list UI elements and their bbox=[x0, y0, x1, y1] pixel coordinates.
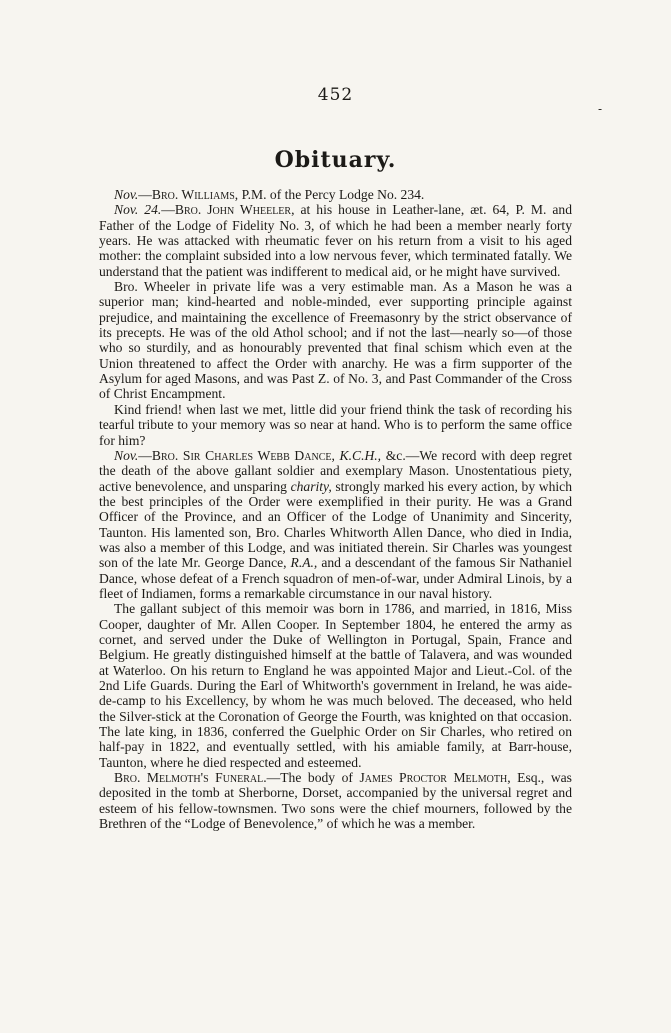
entry-dance-para-2: The gallant subject of this memoir was born in 1786, and married, in 1816, Miss Cooper, daughter of Mr. Allen Cooper. In September 1804, he entered the army as cornet, and served under the Duke of Wellington in Portugal, Spain, France and Belgium. He greatly distinguished himself at the battle of Talavera, and was wounded at Waterloo. On his return to England he was appointed Major and Lieut.-Col. of the 2nd Life Guards. During the Earl of Whitworth's government in Ireland, he was aide-de-camp to his Excellency, by whom he was much beloved. The deceased, who held the Silver-stick at the Coronation of George the Fourth, was knighted on that occasion. The late king, in 1836, conferred the Guelphic Order on Sir Charles, who retired on half-pay in 1822, and eventually settled, with his amiable family, at Barr-house, Taunton, where he died respected and esteemed. bbox=[99, 601, 572, 770]
entry-date: Nov. bbox=[114, 447, 139, 463]
entry-name: —Bro. Williams, bbox=[138, 187, 239, 202]
obituary-body bbox=[99, 187, 572, 831]
entry-title: K.C.H., bbox=[334, 447, 382, 463]
entry-name: Bro. Melmoth's Funeral. bbox=[114, 770, 267, 786]
entry-person: James Proctor Melmoth, bbox=[359, 770, 511, 786]
entry-emphasis: charity, bbox=[290, 478, 332, 494]
entry-text: —The body of bbox=[266, 770, 360, 786]
entry-text: strongly marked his every action, by which the best principles of the Order were exemplified in their purity. He was a Grand Officer of the Province, and an Officer of the Lodge of Unanimity and Sincerity, Taunton. His lamented son, Bro. Charles Whitworth Allen Dance, who died in India, was also a member of this Lodge, and was initiated therein. Sir Charles was youngest son of the late Mr. George Dance, bbox=[99, 478, 572, 571]
entry-date: Nov. bbox=[114, 187, 139, 202]
entry-wheeler-para-3: Kind friend! when last we met, little did your friend think the task of recording his tearful tribute to your memory was so near at hand. Who is to perform the same office for him? bbox=[99, 401, 572, 448]
entry-name: —Bro. Sir Charles Webb Dance, bbox=[138, 447, 335, 463]
corner-mark: - bbox=[598, 102, 603, 116]
entry-name: —Bro. John Wheeler, bbox=[161, 202, 295, 218]
section-heading: Obituary. bbox=[274, 147, 397, 173]
entry-wheeler-para-2: Bro. Wheeler in private life was a very estimable man. As a Mason he was a superior man; kind-hearted and noble-minded, ever supporting principle against prejudice, and maintaining the excellence of Freemasonry by the strict observance of its precepts. He was of the old Athol school; and if not the last—nearly so—of those who so sturdily, and as honourably prevented that final schism which even at the Union threatened to affect the Order with anarchy. He was a firm supporter of the Asylum for aged Masons, and was Past Z. of No. 3, and Past Commander of the Cross of Christ Encampment. bbox=[99, 279, 572, 402]
entry-emphasis: R.A., bbox=[290, 555, 318, 571]
entry-wheeler bbox=[99, 202, 572, 279]
entry-williams bbox=[99, 187, 572, 202]
entry-melmoth bbox=[99, 770, 572, 831]
entry-text: at his house in Leather-lane, æt. 64, P. M. and Father of the Lodge of Fidelity No. 3, of which he had been a member nearly forty years. He was attacked with rheumatic fever on his return from a visit to his aged mother: the complaint subsided into a low nervous fever, which terminated fatally. We understand that the patient was indifferent to medical aid, or he might have survived. bbox=[99, 202, 573, 279]
entry-text: Esq., was deposited in the tomb at Sherborne, Dorset, accompanied by the universal regret and esteem of his fellow-townsmen. Two sons were the chief mourners, followed by the Brethren of the “Lodge of Benevolence,” of which he was a member. bbox=[99, 770, 572, 832]
entry-dance bbox=[99, 448, 572, 601]
entry-date: Nov. 24. bbox=[114, 202, 162, 218]
entry-text: and a descendant of the famous Sir Nathaniel Dance, whose defeat of a French squadron of men-of-war, under Admiral Linois, by a fleet of Indiamen, forms a remarkable circumstance in our naval history. bbox=[99, 555, 572, 601]
entry-text: &c.—We record with deep regret the death of the above gallant soldier and exemplary Mason. Unostentatious piety, active benevolence, and unsparing bbox=[99, 447, 572, 494]
page-number: 452 bbox=[317, 85, 354, 105]
entry-text: P.M. of the Percy Lodge No. 234. bbox=[238, 187, 425, 202]
